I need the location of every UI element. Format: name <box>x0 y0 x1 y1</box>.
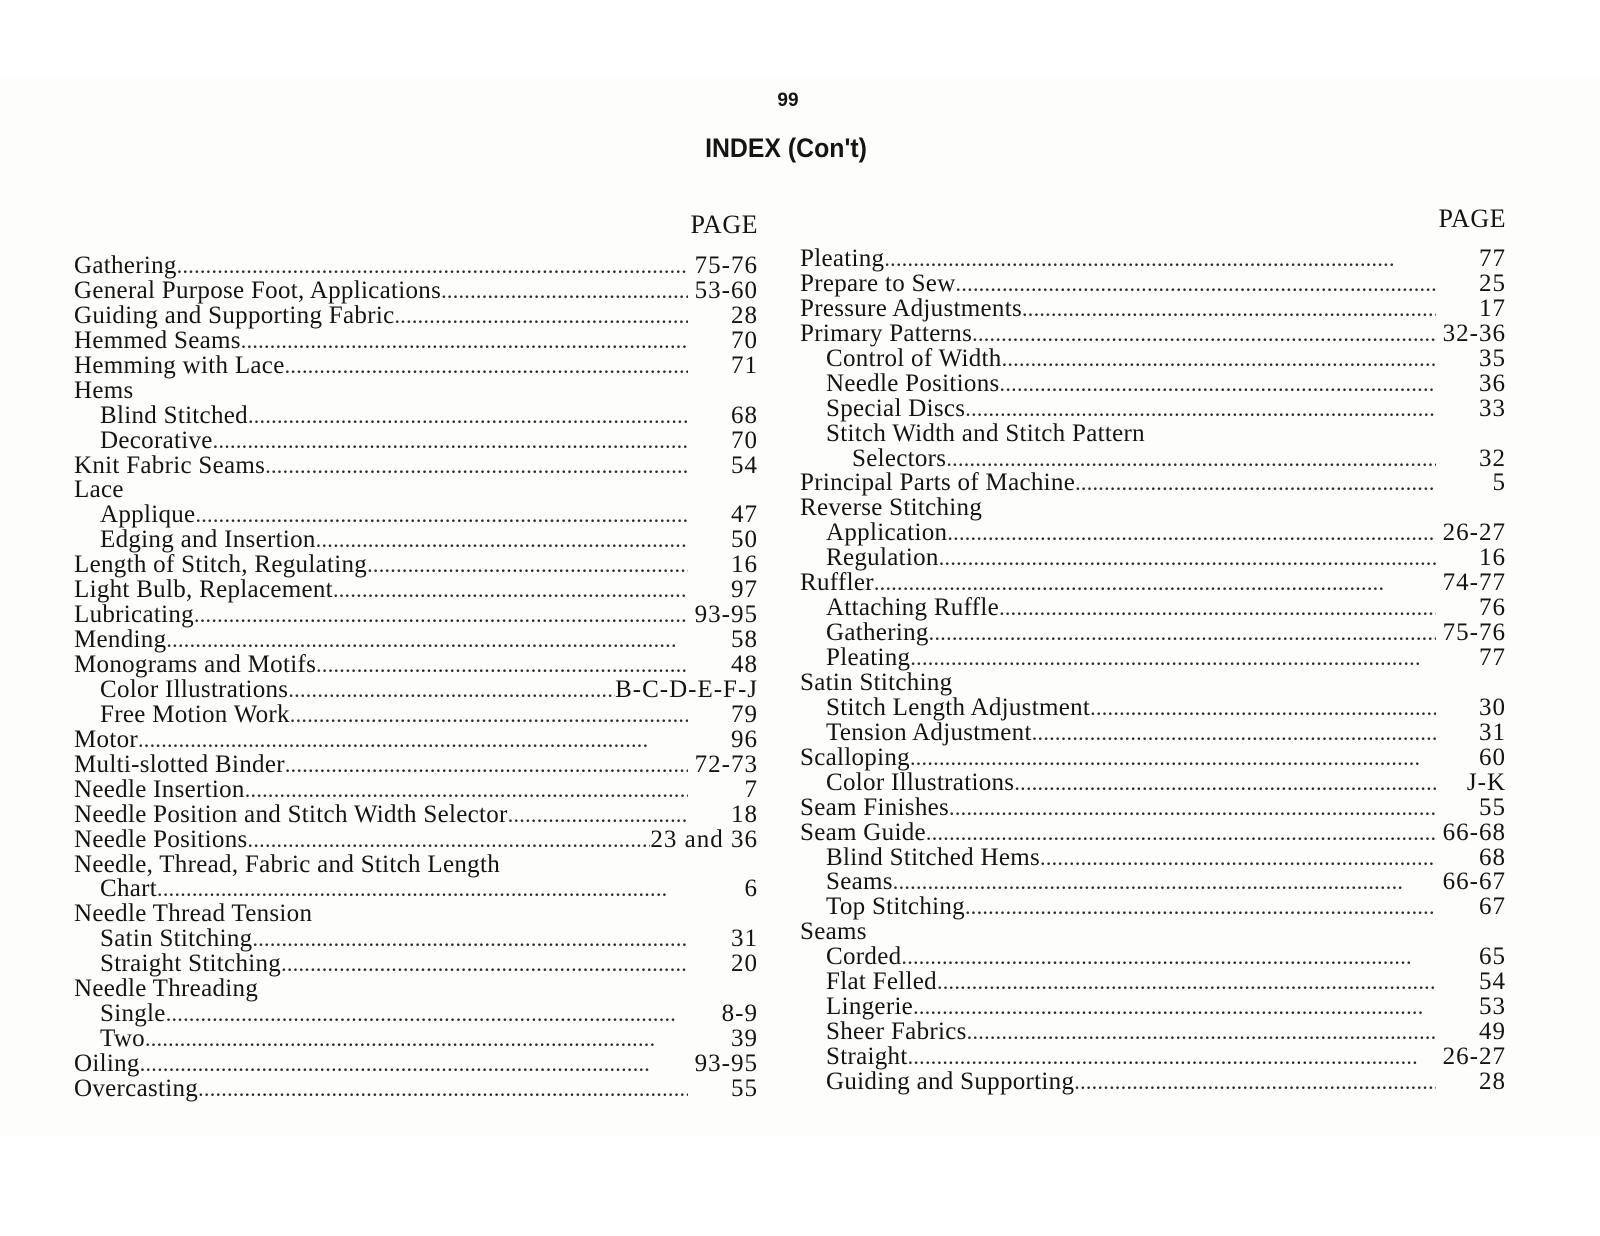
entry-label: Needle Thread Tension <box>74 900 313 928</box>
entry-label: Chart <box>100 875 158 903</box>
entry-label: Color Illustrations <box>826 768 1015 796</box>
entry-label: Selectors <box>852 444 947 472</box>
dot-leader <box>198 1077 688 1102</box>
entry-label: Pleating <box>800 245 885 272</box>
entry-label: Decorative <box>100 426 213 454</box>
dot-leader <box>1040 846 1436 871</box>
entry-page-reference: 26-27 <box>1442 1043 1506 1070</box>
dot-leader <box>967 1020 1436 1045</box>
entry-label: Monograms and Motifs <box>74 651 317 678</box>
page-title: INDEX (Con't) <box>705 133 867 163</box>
entry-label: Pleating <box>826 644 911 671</box>
entry-label: Ruffler <box>800 569 874 597</box>
entry-label: Stitch Width and Stitch Pattern <box>826 419 1145 447</box>
entry-page-reference: 66-67 <box>1442 868 1506 896</box>
index-entry <box>74 725 758 753</box>
index-entry <box>74 326 758 354</box>
entry-label: Blind Stitched <box>100 401 248 429</box>
dot-leader <box>910 646 1436 671</box>
dot-leader <box>138 728 688 753</box>
index-subentry <box>800 621 1506 646</box>
dot-leader <box>929 621 1436 646</box>
entry-page-reference: 55 <box>1479 793 1506 821</box>
dot-leader <box>166 1002 688 1027</box>
index-entry <box>74 478 758 503</box>
entry-page-reference: 28 <box>1479 1067 1506 1095</box>
entry-page-reference: B-C-D-E-F-J <box>615 675 758 703</box>
entry-label: Stitch Length Adjustment <box>826 693 1091 721</box>
index-entry <box>74 578 758 603</box>
index-subentry <box>800 870 1506 895</box>
index-entry <box>74 451 758 479</box>
dot-leader <box>140 1052 688 1077</box>
entry-page-reference: 20 <box>731 950 758 978</box>
index-subentry <box>800 1045 1506 1070</box>
index-subentry <box>74 401 758 429</box>
entry-page-reference: 5 <box>1492 469 1506 497</box>
entry-label: Flat Felled <box>826 968 937 996</box>
entry-label: Blind Stitched Hems <box>826 843 1041 871</box>
dot-leader <box>316 653 688 678</box>
entry-label: Single <box>100 1000 166 1028</box>
entry-page-reference: 54 <box>1479 968 1506 996</box>
entry-page-reference: 7 <box>744 775 758 803</box>
entry-label: Attaching Ruffle <box>826 594 1000 622</box>
index-entry <box>74 750 758 778</box>
index-entry <box>74 825 758 853</box>
entry-label: Seam Guide <box>800 818 926 846</box>
entry-page-reference: 77 <box>1479 245 1506 272</box>
entry-label: Hemmed Seams <box>74 326 241 354</box>
dot-leader <box>194 603 688 628</box>
entry-page-reference: 70 <box>731 426 758 454</box>
entry-label: Knit Fabric Seams <box>74 451 266 479</box>
dot-leader <box>441 279 688 304</box>
index-entry <box>74 553 758 578</box>
entry-page-reference: 60 <box>1479 743 1506 771</box>
dot-leader <box>166 628 688 653</box>
entry-label: Prepare to Sew <box>800 269 956 297</box>
index-subentry <box>74 952 758 977</box>
index-subentry <box>74 700 758 728</box>
entry-label: Gathering <box>826 619 929 647</box>
entry-page-reference: 71 <box>731 351 758 379</box>
dot-leader <box>394 304 688 329</box>
index-entry <box>74 254 758 279</box>
dot-leader <box>316 528 688 553</box>
entry-page-reference: 48 <box>731 651 758 678</box>
index-subentry <box>74 528 758 553</box>
index-entry <box>74 351 758 379</box>
entry-page-reference: 32 <box>1479 444 1506 472</box>
index-subentry <box>800 843 1506 871</box>
entry-page-reference: 49 <box>1479 1018 1506 1046</box>
dot-leader <box>281 952 688 977</box>
index-entry <box>74 301 758 329</box>
dot-leader <box>901 945 1436 970</box>
index-subentry <box>800 419 1506 447</box>
entry-page-reference: 96 <box>731 725 758 753</box>
index-subentry <box>800 970 1506 995</box>
index-subentry <box>74 1002 758 1027</box>
entry-page-reference: 31 <box>1479 718 1506 746</box>
entry-label: Top Stitching <box>826 893 965 921</box>
entry-label: Guiding and Supporting Fabric <box>74 301 395 329</box>
entry-label: Scalloping <box>800 743 910 771</box>
entry-page-reference: 67 <box>1479 893 1506 921</box>
index-entry <box>800 668 1506 696</box>
index-entry <box>74 603 758 628</box>
entry-page-reference: 26-27 <box>1442 519 1506 547</box>
dot-leader <box>252 927 688 952</box>
entry-page-reference: 47 <box>731 501 758 529</box>
dot-leader <box>248 828 651 853</box>
entry-page-reference: 17 <box>1479 294 1506 322</box>
entry-page-reference: 50 <box>731 526 758 554</box>
index-entry <box>800 471 1506 496</box>
dot-leader <box>195 503 688 528</box>
dot-leader <box>946 447 1436 472</box>
dot-leader <box>213 429 688 454</box>
entry-page-reference: 76 <box>1479 594 1506 622</box>
dot-leader <box>1074 1070 1436 1095</box>
entry-page-reference: 70 <box>731 326 758 354</box>
index-subentry <box>74 927 758 952</box>
entry-page-reference: 77 <box>1479 644 1506 671</box>
dot-leader <box>1002 347 1436 372</box>
page-column-header: PAGE <box>690 210 758 239</box>
index-entry <box>74 653 758 678</box>
entry-label: Corded <box>826 943 902 971</box>
entry-label: Needle Position and Stitch Width Selector <box>74 800 508 828</box>
entry-label: Hems <box>74 376 134 404</box>
entry-label: Needle Positions <box>74 825 248 853</box>
dot-leader <box>285 354 688 379</box>
index-subentry <box>74 426 758 454</box>
entry-label: Lingerie <box>826 993 914 1021</box>
index-subentry <box>800 444 1506 472</box>
dot-leader <box>508 803 688 828</box>
entry-page-reference: 36 <box>1479 369 1506 397</box>
index-subentry <box>800 768 1506 796</box>
index-entry <box>800 818 1506 846</box>
entry-label: Needle Threading <box>74 975 259 1003</box>
entry-label: Pressure Adjustments <box>800 294 1022 322</box>
entry-label: Overcasting <box>74 1074 199 1102</box>
dot-leader <box>157 877 688 902</box>
entry-page-reference: 75-76 <box>694 252 758 279</box>
dot-leader <box>926 821 1436 846</box>
dot-leader <box>1014 771 1436 796</box>
index-subentry <box>800 945 1506 970</box>
entry-label: Tension Adjustment <box>826 718 1032 746</box>
entry-page-reference: J-K <box>1466 768 1506 796</box>
index-subentry <box>800 1067 1506 1095</box>
index-entry <box>800 793 1506 821</box>
index-entry <box>74 800 758 828</box>
dot-leader <box>241 329 688 354</box>
entry-label: Satin Stitching <box>800 668 953 696</box>
index-subentry <box>74 1027 758 1052</box>
entry-label: Seams <box>826 868 893 896</box>
dot-leader <box>333 578 688 603</box>
entry-label: Hemming with Lace <box>74 351 285 379</box>
dot-leader <box>965 397 1436 422</box>
dot-leader <box>248 404 688 429</box>
index-entry <box>74 850 758 878</box>
entry-label: Principal Parts of Machine <box>800 469 1076 497</box>
index-entry <box>800 319 1506 347</box>
entry-page-reference: 68 <box>731 401 758 429</box>
entry-label: Needle Insertion <box>74 775 245 803</box>
dot-leader <box>910 746 1436 771</box>
entry-page-reference: 97 <box>731 576 758 604</box>
entry-label: Special Discs <box>826 394 966 422</box>
entry-page-reference: 68 <box>1479 843 1506 871</box>
dot-leader <box>285 753 688 778</box>
entry-page-reference: 32-36 <box>1442 319 1506 347</box>
entry-label: Applique <box>100 501 196 529</box>
dot-leader <box>288 678 615 703</box>
dot-leader <box>290 703 688 728</box>
entry-page-reference: 28 <box>731 301 758 329</box>
index-subentry <box>800 344 1506 372</box>
entry-page-reference: 23 and 36 <box>650 825 758 853</box>
dot-leader <box>893 870 1436 895</box>
dot-leader <box>1075 471 1436 496</box>
dot-leader <box>949 796 1436 821</box>
index-entry <box>74 376 758 404</box>
index-subentry <box>800 369 1506 397</box>
dot-leader <box>367 553 688 578</box>
dot-leader <box>1000 372 1436 397</box>
entry-label: Seam Finishes <box>800 793 950 821</box>
entry-label: Satin Stitching <box>100 925 253 953</box>
entry-label: Application <box>826 519 948 547</box>
index-column-right <box>800 206 1506 1095</box>
entry-page-reference: 16 <box>1479 544 1506 572</box>
dot-leader <box>884 247 1436 272</box>
entry-page-reference: 55 <box>731 1074 758 1102</box>
index-entry <box>800 294 1506 322</box>
entry-label: Lace <box>74 476 124 504</box>
index-entry <box>800 496 1506 521</box>
dot-leader <box>999 596 1436 621</box>
index-subentry <box>74 877 758 902</box>
entry-label: Guiding and Supporting <box>826 1067 1075 1095</box>
index-entry <box>800 920 1506 945</box>
dot-leader <box>245 778 688 803</box>
index-entry <box>800 269 1506 297</box>
entry-page-reference: 93-95 <box>694 1050 758 1077</box>
page-number: 99 <box>777 90 799 111</box>
entry-label: Straight <box>826 1043 908 1070</box>
dot-leader <box>1090 696 1436 721</box>
entry-label: Oiling <box>74 1050 140 1077</box>
index-subentry <box>800 895 1506 920</box>
index-entry <box>74 628 758 653</box>
index-entry <box>74 775 758 803</box>
index-subentry <box>800 546 1506 571</box>
index-entry <box>800 743 1506 771</box>
index-entry <box>800 247 1506 272</box>
entry-page-reference: 16 <box>731 551 758 579</box>
dot-leader <box>874 571 1436 596</box>
entry-page-reference: 66-68 <box>1442 818 1506 846</box>
entry-page-reference: 75-76 <box>1442 619 1506 647</box>
dot-leader <box>265 454 688 479</box>
index-entry <box>74 1074 758 1102</box>
entry-page-reference: 30 <box>1479 693 1506 721</box>
index-subentry <box>800 1020 1506 1045</box>
dot-leader <box>972 322 1436 347</box>
entry-label: Edging and Insertion <box>100 526 316 554</box>
entry-label: Primary Patterns <box>800 319 973 347</box>
entry-page-reference: 65 <box>1479 943 1506 971</box>
entry-page-reference: 33 <box>1479 394 1506 422</box>
entry-label: General Purpose Foot, Applications <box>74 276 442 304</box>
entry-page-reference: 79 <box>731 700 758 728</box>
dot-leader <box>947 521 1436 546</box>
entry-page-reference: 6 <box>744 875 758 903</box>
index-entry <box>800 571 1506 596</box>
entry-label: Motor <box>74 725 138 753</box>
dot-leader <box>913 995 1436 1020</box>
index-subentry <box>800 394 1506 422</box>
entry-page-reference: 74-77 <box>1442 569 1506 597</box>
entry-label: Needle, Thread, Fabric and Stitch Length <box>74 850 500 878</box>
index-subentry <box>800 646 1506 671</box>
entry-label: Multi-slotted Binder <box>74 750 285 778</box>
entry-page-reference: 72-73 <box>694 750 758 778</box>
entry-label: Mending <box>74 626 167 654</box>
index-subentry <box>800 995 1506 1020</box>
dot-leader <box>956 272 1436 297</box>
entry-label: Needle Positions <box>826 369 1000 397</box>
entry-label: Length of Stitch, Regulating <box>74 551 368 579</box>
entry-label: Control of Width <box>826 344 1002 372</box>
entry-label: Free Motion Work <box>100 700 290 728</box>
page-column-header: PAGE <box>1438 204 1506 233</box>
entry-page-reference: 39 <box>731 1025 758 1053</box>
entry-label: Regulation <box>826 544 939 572</box>
entry-page-reference: 8-9 <box>721 1000 758 1028</box>
index-subentry <box>74 675 758 703</box>
entry-page-reference: 53-60 <box>694 276 758 304</box>
entry-label: Sheer Fabrics <box>826 1018 967 1046</box>
index-column-left <box>74 212 758 1102</box>
index-subentry <box>800 693 1506 721</box>
entry-label: Seams <box>800 918 867 946</box>
dot-leader <box>965 895 1436 920</box>
entry-page-reference: 18 <box>731 800 758 828</box>
entry-label: Lubricating <box>74 601 194 629</box>
entry-label: Gathering <box>74 252 177 279</box>
index-entries <box>800 247 1506 1095</box>
entry-label: Reverse Stitching <box>800 494 983 522</box>
dot-leader <box>145 1027 688 1052</box>
entry-label: Two <box>100 1025 145 1053</box>
entry-page-reference: 53 <box>1479 993 1506 1021</box>
entry-page-reference: 25 <box>1479 269 1506 297</box>
entry-page-reference: 58 <box>731 626 758 654</box>
index-subentry <box>800 521 1506 546</box>
entry-label: Light Bulb, Replacement <box>74 576 333 604</box>
dot-leader <box>1022 297 1436 322</box>
index-subentry <box>800 596 1506 621</box>
entry-page-reference: 31 <box>731 925 758 953</box>
index-entries <box>74 254 758 1102</box>
dot-leader <box>937 970 1436 995</box>
index-subentry <box>74 503 758 528</box>
dot-leader <box>177 254 688 279</box>
entry-page-reference: 93-95 <box>694 601 758 629</box>
dot-leader <box>908 1045 1436 1070</box>
index-entry <box>74 276 758 304</box>
index-entry <box>74 977 758 1002</box>
entry-page-reference: 35 <box>1479 344 1506 372</box>
entry-page-reference: 54 <box>731 451 758 479</box>
entry-label: Straight Stitching <box>100 950 282 978</box>
dot-leader <box>1032 721 1436 746</box>
dot-leader <box>939 546 1436 571</box>
index-entry <box>74 1052 758 1077</box>
index-entry <box>74 902 758 927</box>
index-subentry <box>800 718 1506 746</box>
entry-label: Color Illustrations <box>100 675 289 703</box>
